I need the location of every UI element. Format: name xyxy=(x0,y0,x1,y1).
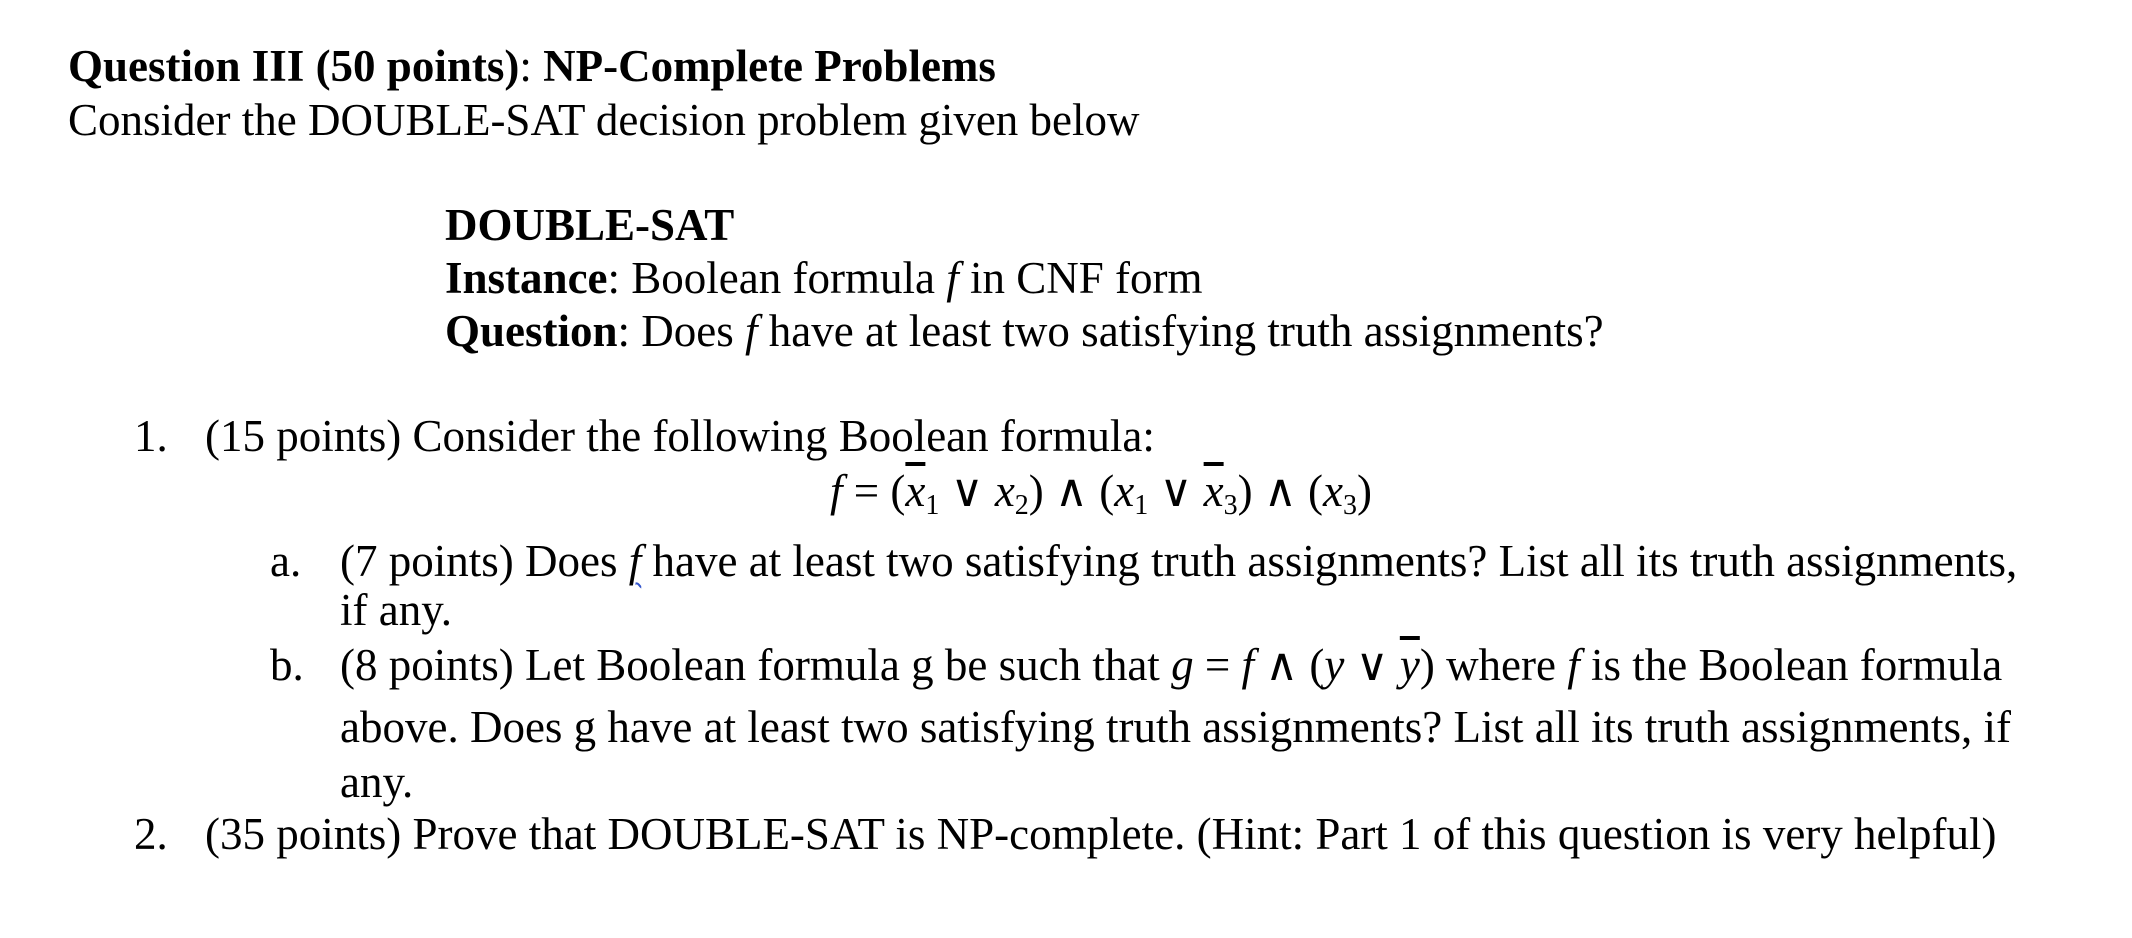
item-1a-letter: a. xyxy=(270,536,302,586)
question-title-topic: NP-Complete Problems xyxy=(543,41,996,91)
instance-text-post: in CNF form xyxy=(958,253,1203,303)
problem-name: DOUBLE-SAT xyxy=(445,200,735,250)
item-1b-text-mid: where xyxy=(1434,640,1568,690)
intro-text: Consider the DOUBLE-SAT decision problem given below xyxy=(68,95,1140,145)
item-2-number: 2. xyxy=(134,809,168,859)
question-text-pre: : Does xyxy=(617,306,746,356)
problem-instance xyxy=(445,250,1202,306)
question-label: Question xyxy=(445,306,618,356)
item-1b-var: f xyxy=(1567,640,1580,690)
item-1-text: (15 points) Consider the following Boolean formula: xyxy=(205,411,1155,461)
instance-label: Instance xyxy=(445,253,608,303)
item-1b-text xyxy=(340,637,2002,693)
question-text-post: have at least two satisfying truth assignments? xyxy=(757,306,1604,356)
item-1b-text-pre: (8 points) Let Boolean formula g be such that xyxy=(340,640,1172,690)
formula-f: $f = (\overline{x}_1$ ∨ $x_2$) ∧ ($x_1$ ∨ $\overline{x}_3$) ∧ $(x_3)$ xyxy=(830,466,1373,521)
instance-var: f xyxy=(946,253,959,303)
item-1b-text-cont2: any. xyxy=(340,757,414,807)
item-1b-text-cont1: above. Does g have at least two satisfying truth assignments? List all its truth assignments, if xyxy=(340,702,2011,752)
instance-text-pre: : Boolean formula xyxy=(607,253,947,303)
item-1b-formula: g = f ∧ (y ∨ $\overline{y}$) xyxy=(1171,640,1435,690)
item-1a-var: f xyxy=(628,536,642,586)
item-1a-text-cont: if any. xyxy=(340,585,453,635)
question-title-points: Question III (50 points) xyxy=(68,41,520,91)
item-1b-text-post: is the Boolean formula xyxy=(1579,640,2003,690)
problem-question xyxy=(445,303,1604,359)
item-1a-text xyxy=(340,533,2017,589)
item-1-number: 1. xyxy=(134,411,168,461)
item-1a-text-post: have at least two satisfying truth assignments? List all its truth assignments, xyxy=(641,536,2018,586)
item-2-text: (35 points) Prove that DOUBLE-SAT is NP-complete. (Hint: Part 1 of this question is very helpful) xyxy=(205,809,1997,859)
question-var: f xyxy=(745,306,758,356)
item-1a-text-pre: (7 points) Does xyxy=(340,536,629,586)
question-title xyxy=(68,38,996,94)
item-1b-letter: b. xyxy=(270,640,304,690)
question-title-sep: : xyxy=(519,41,544,91)
